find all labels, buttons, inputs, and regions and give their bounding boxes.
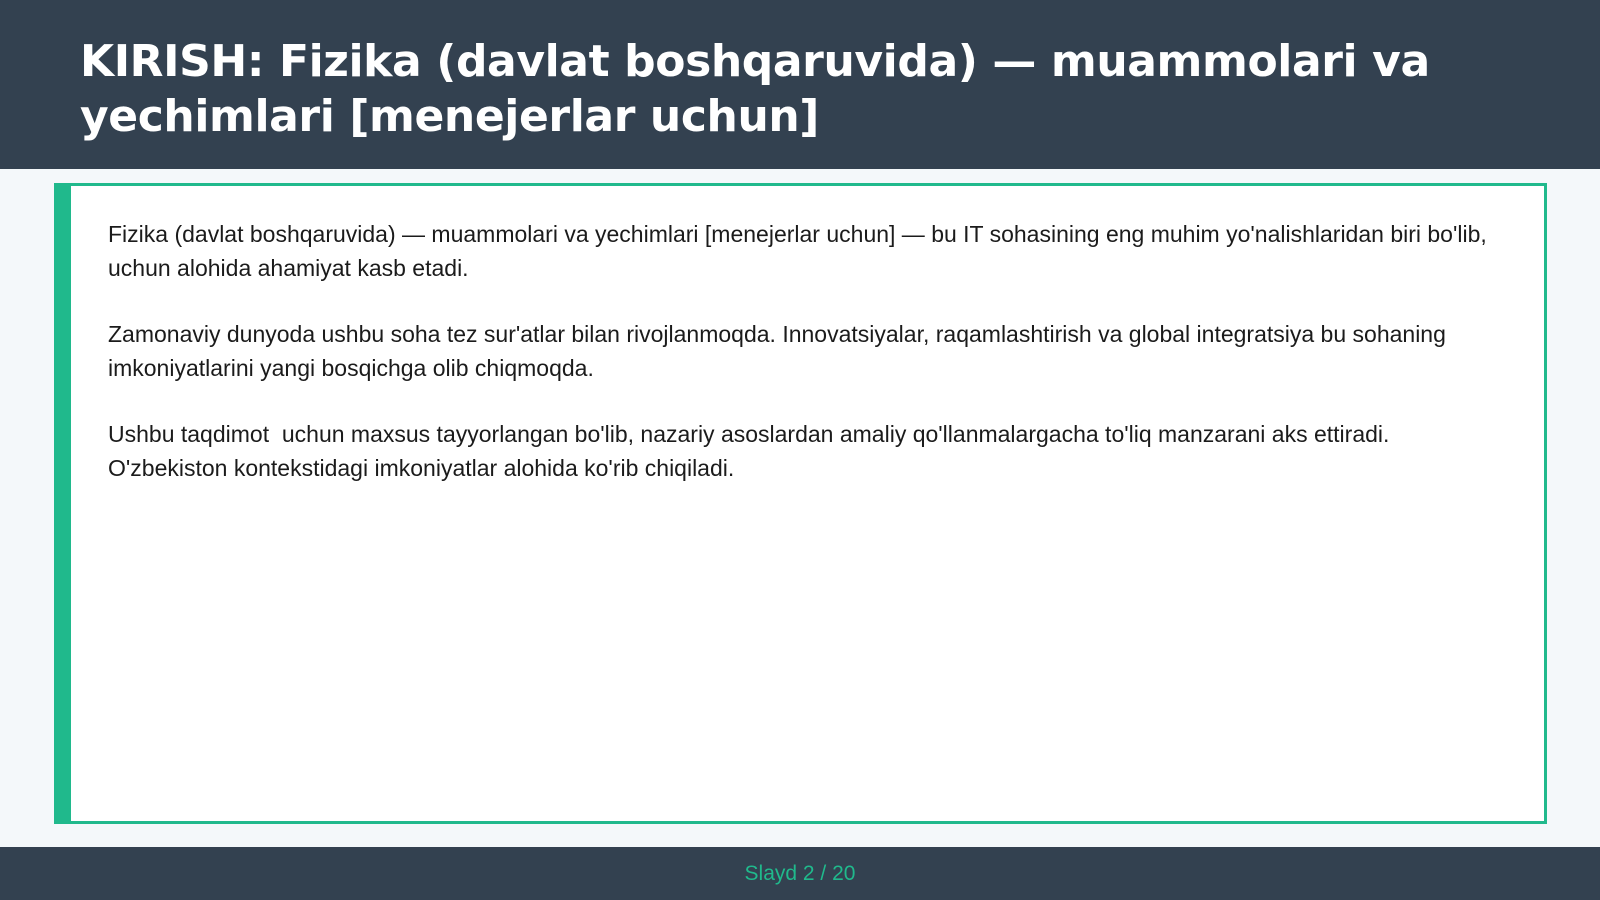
slide-title: KIRISH: Fizika (davlat boshqaruvida) — muammolari va yechimlari [menejerlar uchun] (80, 36, 1430, 142)
slide-header (0, 0, 1600, 169)
slide-footer (0, 847, 1600, 900)
content-text (108, 217, 1500, 517)
intro-paragraph: Fizika (davlat boshqaruvida) — muammolari va yechimlari [menejerlar uchun] — bu IT sohasining eng muhim yo'nalishlaridan biri bo'lib, uchun alohida ahamiyat kasb etadi. (108, 221, 1500, 281)
content-card (54, 183, 1547, 824)
development-paragraph: Zamonaviy dunyoda ushbu soha tez sur'atlar bilan rivojlanmoqda. Innovatsiyalar, raqamlashtirish va global integratsiya bu sohaning imkoniyatlarini yangi bosqichga olib chiqmoqda. (108, 321, 1453, 381)
slide-number: Slayd 2 / 20 (744, 862, 856, 885)
presentation-purpose-paragraph: Ushbu taqdimot uchun maxsus tayyorlangan bo'lib, nazariy asoslardan amaliy qo'llanmalargacha to'liq manzarani aks ettiradi. O'zbekiston kontekstidagi imkoniyatlar alohida ko'rib chiqiladi. (108, 421, 1396, 481)
